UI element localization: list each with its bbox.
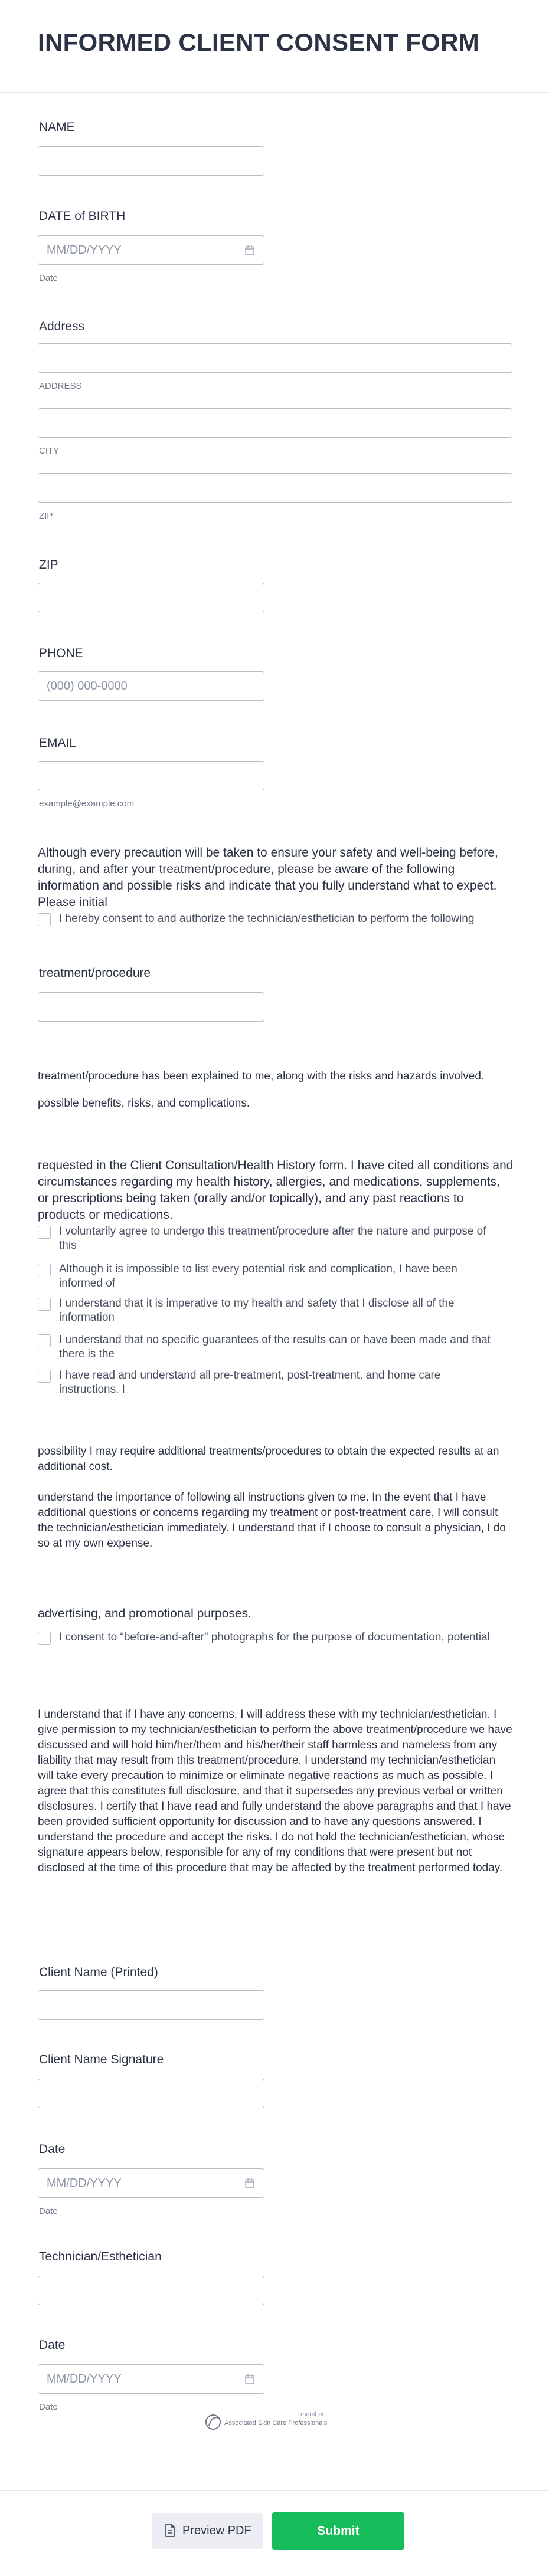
dob-label: DATE of BIRTH (39, 209, 126, 223)
instructions-checkbox-label: I have read and understand all pre-treatment, post-treatment, and home care instructions. I (59, 1369, 441, 1396)
logo-member-text: member (300, 2411, 325, 2418)
preview-pdf-label: Preview PDF (182, 2524, 251, 2537)
date-input-1[interactable] (38, 2168, 264, 2198)
benefits-text: possible benefits, risks, and complications. (38, 1097, 250, 1110)
zip-label: ZIP (39, 558, 58, 572)
email-input[interactable] (38, 761, 264, 790)
advertising-text: advertising, and promotional purposes. (38, 1607, 251, 1620)
client-signature-label: Client Name Signature (39, 2053, 164, 2066)
city-input[interactable] (38, 408, 512, 438)
authorize-checkbox[interactable] (38, 913, 51, 926)
dob-input[interactable] (38, 235, 264, 265)
calendar-icon[interactable] (245, 2178, 254, 2188)
explained-text: treatment/procedure has been explained to me, along with the risks and hazards involved. (38, 1070, 485, 1082)
authorize-checkbox-label: I hereby consent to and authorize the technician/esthetician to perform the following (59, 913, 475, 925)
calendar-icon[interactable] (245, 245, 254, 255)
address-label: Address (39, 320, 85, 333)
treatment-label: treatment/procedure (39, 966, 151, 980)
date-sublabel-1: Date (39, 2206, 58, 2216)
possibility-text: possibility I may require additional treatments/procedures to obtain the expected results at an additional cost. (38, 1445, 499, 1473)
risks-checkbox-label: Although it is impossible to list every potential risk and complication, I have been informed of (59, 1263, 458, 1289)
email-sublabel: example@example.com (39, 799, 135, 809)
preview-pdf-button[interactable] (152, 2513, 263, 2549)
dob-sublabel: Date (39, 273, 58, 283)
zip-input[interactable] (38, 583, 264, 612)
history-text: requested in the Client Consultation/Health History form. I have cited all conditions and circumstances regarding my health history, allergies, and medications, supplements, or prescriptions being taken (orally and/or topically), and any past reactions to products or medications. (38, 1159, 514, 1222)
address-input[interactable] (38, 343, 512, 373)
form-title: INFORMED CLIENT CONSENT FORM (38, 28, 480, 56)
date-label-1: Date (39, 2142, 66, 2156)
voluntary-checkbox-label: I voluntarily agree to undergo this treatment/procedure after the nature and purpose of this (59, 1225, 486, 1252)
technician-input[interactable] (38, 2276, 264, 2305)
ascp-logo-icon (203, 2409, 346, 2433)
date-input-2[interactable] (38, 2364, 264, 2394)
instructions-text: understand the importance of following all instructions given to me. In the event that I have additional questions or concerns regarding my treatment or post-treatment care, I will consult the technician/esthetician immediately. I understand that if I choose to consult a physician, I do so at my own expense. (38, 1491, 506, 1550)
submit-button[interactable]: Submit (272, 2512, 404, 2550)
zip-sublabel: ZIP (39, 511, 53, 521)
client-name-printed-label: Client Name (Printed) (39, 1965, 158, 1979)
client-name-printed-input[interactable] (38, 1990, 264, 2020)
ascp-logo (203, 2409, 346, 2433)
zip-address-input[interactable] (38, 473, 512, 503)
guarantee-checkbox[interactable] (38, 1334, 51, 1347)
name-label: NAME (39, 120, 75, 134)
photos-checkbox[interactable] (38, 1632, 51, 1645)
form-header (0, 0, 549, 93)
disclose-checkbox-label: I understand that it is imperative to my health and safety that I disclose all of the information (59, 1297, 455, 1324)
date-placeholder-2: MM/DD/YYYY (47, 2372, 122, 2385)
pdf-icon (165, 2524, 175, 2537)
final-statement: I understand that if I have any concerns, I will address these with my technician/esthetician. I give permission to my technician/esthetician to perform the above treatment/procedure we have discussed and will hold him/her/them and his/her/their staff harmless and nameless from any liability that may result from this treatment/procedure. I understand my technician/esthetician will take every precaution to minimize or eliminate negative reactions as much as possible. I agree that this constitutes full disclosure, and that it supersedes any previous verbal or written disclosures. I certify that I have read and fully understand the above paragraphs and that I have been provided sufficient opportunity for discussion and to have any questions answered. I understand the procedure and accept the risks. I do not hold the technician/esthetician, whose signature appears below, responsible for any of my conditions that were present but not disclosed at the time of this procedure that may be affected by the treatment performed today. (38, 1708, 512, 1874)
consent-intro: Although every precaution will be taken to ensure your safety and well-being before, during, and after your treatment/procedure, please be aware of the following information and possible risks and indicate that you fully understand what to expect. Please initial (38, 846, 498, 909)
email-label: EMAIL (39, 736, 77, 750)
logo-org-text: Associated Skin Care Professionals (224, 2420, 328, 2427)
phone-placeholder: (000) 000-0000 (47, 680, 128, 693)
name-input[interactable] (38, 146, 264, 176)
date-sublabel-2: Date (39, 2402, 58, 2412)
technician-label: Technician/Esthetician (39, 2250, 162, 2263)
phone-label: PHONE (39, 647, 83, 660)
date-label-2: Date (39, 2338, 66, 2352)
risks-checkbox[interactable] (38, 1264, 51, 1276)
disclose-checkbox[interactable] (38, 1298, 51, 1311)
photos-checkbox-label: I consent to “before-and-after” photographs for the purpose of documentation, potential (59, 1631, 490, 1643)
address-sublabel: ADDRESS (39, 381, 82, 391)
form-footer (0, 2490, 549, 2576)
calendar-icon[interactable] (245, 2374, 254, 2384)
date-placeholder-1: MM/DD/YYYY (47, 2177, 122, 2190)
instructions-checkbox[interactable] (38, 1370, 51, 1383)
city-sublabel: CITY (39, 446, 60, 456)
dob-placeholder: MM/DD/YYYY (47, 244, 122, 257)
treatment-input[interactable] (38, 992, 264, 1022)
voluntary-checkbox[interactable] (38, 1226, 51, 1239)
phone-input[interactable] (38, 671, 264, 701)
guarantee-checkbox-label: I understand that no specific guarantees of the results can or have been made and that there is the (59, 1334, 491, 1360)
client-signature-input[interactable] (38, 2079, 264, 2108)
